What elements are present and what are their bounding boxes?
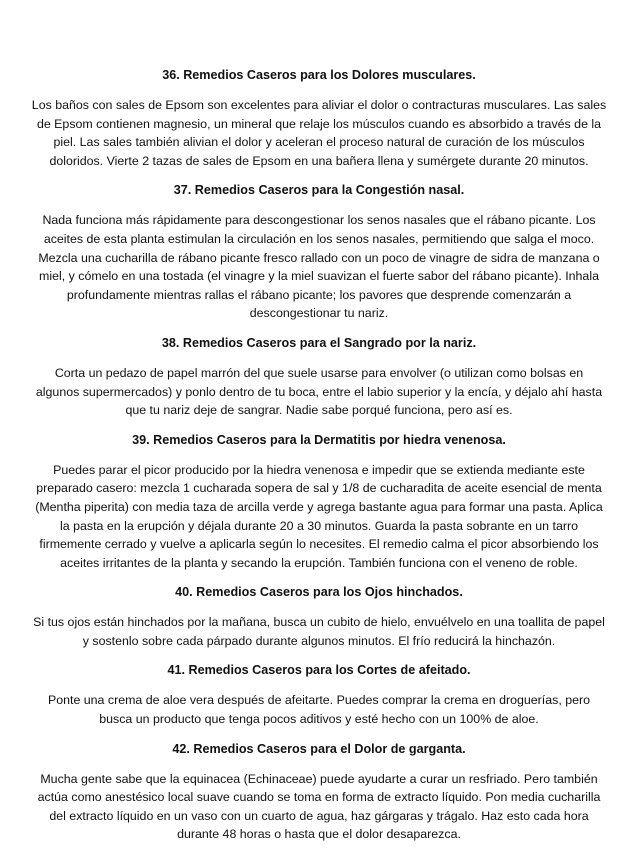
remedy-heading: 37. Remedios Caseros para la Congestión nasal. bbox=[173, 183, 465, 198]
remedy-section-40 bbox=[0, 583, 638, 650]
remedy-section-39 bbox=[0, 431, 638, 573]
remedy-paragraph: Los baños con sales de Epsom son excelentes para aliviar el dolor o contracturas musculares. Las sales de Epsom contienen magnesio, un mineral que relaje los músculos cuando es absorbido a través de la piel. Las sales también alivian el dolor y aceleran el proceso natural de curación de los músculos doloridos. Vierte 2 tazas de sales de Epsom en una bañera llena y sumérgete durante 20 minutos. bbox=[31, 98, 607, 168]
remedy-section-36 bbox=[0, 66, 638, 170]
remedy-paragraph: Puedes parar el picor producido por la hiedra venenosa e impedir que se extienda mediante este preparado casero: mezcla 1 cucharada sopera de sal y 1/8 de cucharadita de aceite esencial de menta (Mentha piperita) con media taza de arcilla verde y agrega bastante agua para formar una pasta. Aplica la pasta en la erupción y déjala durante 20 a 30 minutos. Guarda la pasta sobrante en un tarro firmemente cerrado y vuelve a aplicarla según lo necesites. El remedio calma el picor absorbiendo los aceites irritantes de la planta y secando la erupción. También funciona con el veneno de roble. bbox=[35, 462, 603, 570]
remedy-paragraph: Si tus ojos están hinchados por la mañana, busca un cubito de hielo, envuélvelo en una toallita de papel y sostenlo sobre cada párpado durante algunos minutos. El frío reducirá la hinchazón. bbox=[33, 615, 605, 648]
remedy-heading: 42. Remedios Caseros para el Dolor de garganta. bbox=[172, 741, 466, 756]
remedy-heading: 41. Remedios Caseros para los Cortes de afeitado. bbox=[167, 663, 471, 678]
remedy-section-38 bbox=[0, 334, 638, 420]
remedy-heading: 39. Remedios Caseros para la Dermatitis por hiedra venenosa. bbox=[132, 432, 506, 447]
remedy-section-42 bbox=[0, 740, 638, 844]
remedy-paragraph: Corta un pedazo de papel marrón del que suele usarse para envolver (o utilizan como bolsas en algunos supermercados) y ponlo dentro de tu boca, entre el labio superior y la encía, y déjalo ahí hasta que tu nariz deje de sangrar. Nadie sabe porqué funciona, pero así es. bbox=[35, 365, 603, 418]
document-page bbox=[0, 66, 638, 855]
remedy-section-41 bbox=[0, 661, 638, 728]
remedy-paragraph: Nada funciona más rápidamente para descongestionar los senos nasales que el rábano picante. Los aceites de esta planta estimulan la circulación en los senos nasales, permitiendo que salga el moco. Mezcla una cucharilla de rábano picante fresco rallado con un poco de vinagre de sidra de manzana o miel, y cómelo en una tostada (el vinagre y la miel suavizan el fuerte sabor del rábano picante). Inhala profundamente mientras rallas el rábano picante; los pavores que desprende comenzarán a descongestionar tu nariz. bbox=[38, 213, 600, 321]
remedy-heading: 36. Remedios Caseros para los Dolores musculares. bbox=[162, 68, 476, 82]
remedy-paragraph: Ponte una crema de aloe vera después de afeitarte. Puedes comprar la crema en droguerías, pero busca un producto que tenga pocos aditivos y esté hecho con un 100% de aloe. bbox=[47, 693, 591, 727]
remedy-heading: 38. Remedios Caseros para el Sangrado por la nariz. bbox=[161, 335, 477, 350]
remedy-section-37 bbox=[0, 181, 638, 323]
remedy-heading: 40. Remedios Caseros para los Ojos hinchados. bbox=[175, 585, 463, 600]
remedy-paragraph: Mucha gente sabe que la equinacea (Echinaceae) puede ayudarte a curar un resfriado. Pero también actúa como anestésico local suave cuando se toma en forma de extracto líquido. Pon media cucharilla del extracto líquido en un vaso con un cuarto de agua, haz gárgaras y trágalo. Haz esto cada hora durante 48 horas o hasta que el dolor desaparezca. bbox=[37, 771, 601, 842]
